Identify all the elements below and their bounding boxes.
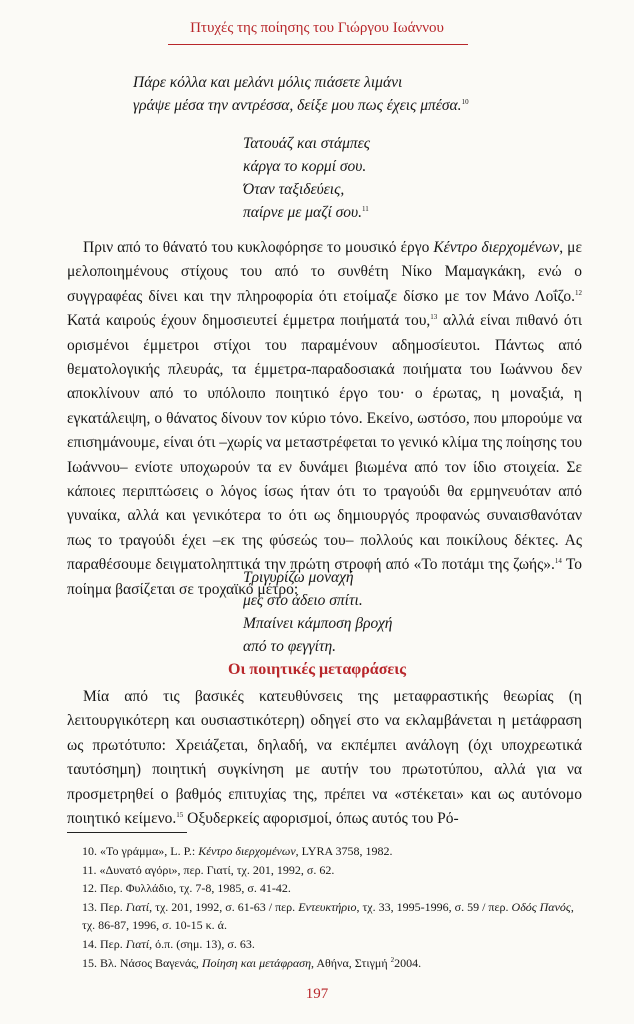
work-title: Γιατί [125,936,150,951]
body-paragraph-2 [67,685,582,831]
poem-line [243,201,370,224]
poem-line: Τατουάζ και στάμπες [243,135,371,152]
paragraph [67,685,582,831]
running-head-rule [168,44,468,45]
poem-line: μες στο άδειο σπίτι. [243,592,363,609]
footnote-ref[interactable]: 13 [430,313,438,322]
footnote-13 [67,898,582,935]
paragraph [67,236,582,602]
text-run: Κατά καιρούς έχουν δημοσιευτεί έμμετρα ποιήματά του, [67,312,431,330]
footnote-10 [67,842,582,861]
poem-line: Μπαίνει κάμποση βροχή [243,615,393,632]
text-run: Μία από τις βασικές κατευθύνσεις της μεταφραστικής θεωρίας (η λειτουργικότερη και ουσιαστικότερη) οδηγεί στο να εκλαμβάνεται η μετάφραση ως πρωτότυπο: Χρειάζεται, δηλαδή, να εκπέμπει ανάλογη (όχι υποχρεωτικά ταυτόσημη) ποιητική συγκίνηση με αυτήν του πρωτοτύπου, αλλά για να προσμετρηθεί ο βαθμός επιτυχίας της, πρέπει να «στέκεται» και ως αυτόνομο ποιητικό κείμενο. [67,688,582,828]
work-title: Ποίηση και μετάφραση [201,955,312,970]
text-run: 13. Περ. [82,899,126,914]
work-title: Οδός Πανός [511,899,571,914]
text-run: , τχ. 33, 1995-1996, σ. 59 / περ. [356,899,512,914]
poem-line: Πάρε κόλλα και μελάνι μόλις πιάσετε λιμάνι [133,74,403,91]
section-heading: Οι ποιητικές μεταφράσεις [228,661,406,678]
poem-line: από το φεγγίτη. [243,638,337,655]
poem-line: Τριγυρίζω μοναχή [243,569,354,586]
text-run: , τχ. 201, 1992, σ. 61-63 / περ. [149,899,299,914]
work-title: Εντευκτήριο [298,899,357,914]
poem-line [133,94,469,117]
poem-excerpt-2 [243,132,370,224]
poem-line: κάργα το κορμί σου. [243,158,367,175]
edition-superscript: 2 [390,955,395,964]
footnote-ref[interactable]: 10 [461,97,469,106]
footnote-11: 11. «Δυνατό αγόρι», περ. Γιατί, τχ. 201, 1992, σ. 62. [82,862,335,877]
body-paragraph-1 [67,236,582,602]
footnote-ref[interactable]: 14 [554,557,562,566]
running-head: Πτυχές της ποίησης του Γιώργου Ιωάννου [190,20,444,36]
text-run: 14. Περ. [82,936,126,951]
footnote-ref[interactable]: 11 [362,204,369,213]
text-run: 10. «Το γράμμα», L. P.: [82,844,199,858]
poem-line-text: γράψε μέσα την αντρέσσα, δείξε μου πως έχεις μπέσα. [133,97,462,114]
page-number: 197 [305,986,329,1002]
footnote-15 [67,954,582,973]
footnote-14 [67,935,582,954]
poem-line: Όταν ταξιδεύεις, [243,181,345,198]
text-run: Οξυδερκείς αφορισμοί, όπως αυτός του Ρό- [183,810,459,828]
work-title: Κέντρο διερχομένων [198,844,296,858]
poem-line-text: παίρνε με μαζί σου. [243,204,363,221]
work-title: Γιατί [125,899,150,914]
poem-excerpt-3 [243,566,392,658]
text-run: , LYRA 3758, 1982. [295,844,393,858]
footnotes [67,842,582,972]
footnote-separator [67,832,187,833]
footnote-ref[interactable]: 12 [575,288,582,297]
footnote-12: 12. Περ. Φυλλάδιο, τχ. 7-8, 1985, σ. 41-42. [82,881,291,896]
text-run: , Αθήνα, Στιγμή [311,955,391,970]
text-run: , ό.π. (σημ. 13), σ. 63. [149,936,255,951]
poem-excerpt-1 [133,71,469,117]
text-run: , τχ. 86-87, 1996, σ. 10-15 κ. ά. [82,899,574,933]
text-run: 15. Βλ. Νάσος Βαγενάς, [82,955,202,970]
text-run: Το ποίημα βασίζεται σε τροχαϊκό μέτρο: [67,556,583,598]
footnote-ref[interactable]: 15 [176,810,184,819]
text-run: Πριν από το θάνατό του κυκλοφόρησε το μουσικό έργο [83,239,434,256]
work-title: Κέντρο διερχομένων [433,239,560,256]
text-run: , με μελοποιημένους στίχους του από το συνθέτη Νίκο Μαμαγκάκη, ενώ ο συγγραφέας δίνει και την πληροφορία ότι ετοίμαζε δίσκο με τον Μάνο Λοΐζο. [67,239,582,305]
text-run: 2004. [394,955,422,970]
text-run: αλλά είναι πιθανό ότι ορισμένοι έμμετροι στίχοι του παραμένουν αδημοσίευτοι. Πάντως από θεματολογικής πλευράς, τα έμμετρα-παραδοσιακά ποιήματα του Ιωάννου δεν αποκλίνουν από το υπόλοιπο ποιητικό έργο του· ο έρωτας, η μοναξιά, η εγκατάλειψη, ο θάνατος δίνουν τον κύριο τόνο. Εκείνο, ωστόσο, που μπορούμε να επισημάνουμε, είναι ότι –χωρίς να μεταστρέφεται το γενικό κλίμα της ποίησης του Ιωάννου– ενίοτε υποχωρούν τα εν δυνάμει βιωμένα από τον ίδιο στοιχεία. Σε κάποιες περιπτώσεις ο λόγος ίσως ήταν ότι το τραγούδι θα ερμηνευόταν από γυναίκα, αλλά και γενικότερα το ότι ως δημιουργός προφανώς συναισθανόταν πως το τραγούδι έχει –εκ της φύσεώς του– πολλούς και ποικίλους δέκτες. Ας παραθέσουμε δειγματοληπτικά την πρώτη στροφή από «Το ποτάμι της ζωής». [67,312,582,574]
